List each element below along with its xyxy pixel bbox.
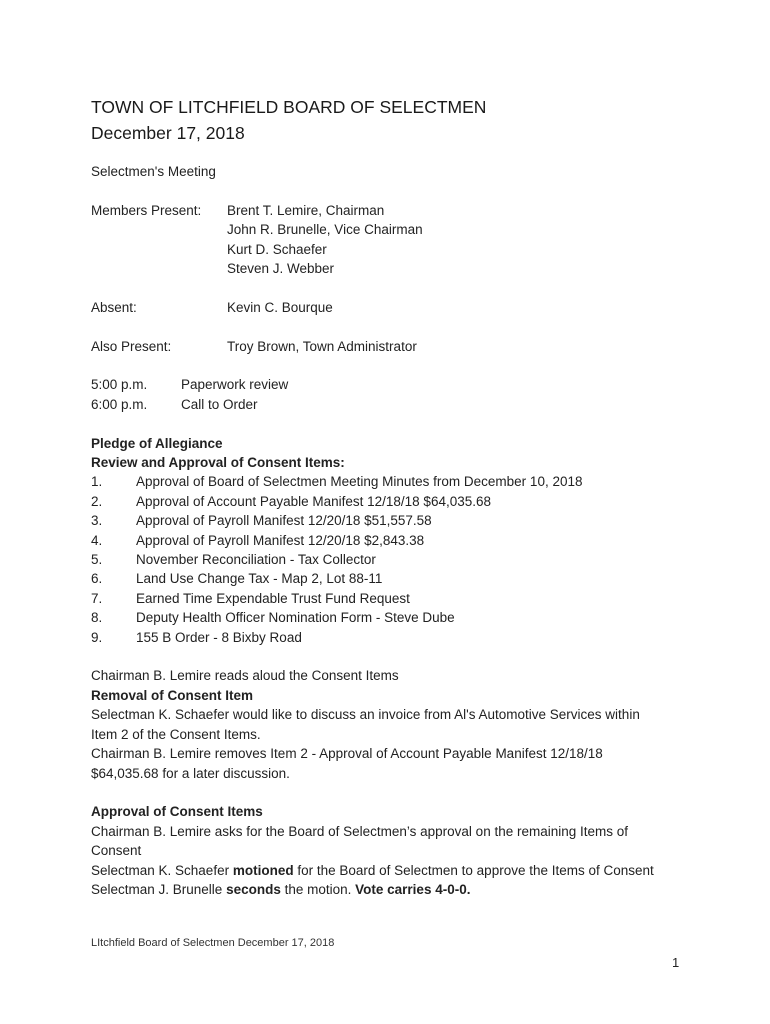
removal-text: Selectman K. Schaefer would like to discuss an invoice from Al's Automotive Services within <box>91 707 640 723</box>
item-number: 7. <box>91 590 103 606</box>
approval-text: Chairman B. Lemire asks for the Board of Selectmen’s approval on the remaining Items of <box>91 823 629 839</box>
item-text: Earned Time Expendable Trust Fund Request <box>136 590 410 606</box>
member-name: John R. Brunelle, Vice Chairman <box>227 222 423 238</box>
members-list <box>227 201 423 279</box>
reading-note: Chairman B. Lemire reads aloud the Consent Items <box>91 668 399 684</box>
removal-text: Chairman B. Lemire removes Item 2 - Approval of Account Payable Manifest 12/18/18 <box>91 746 603 762</box>
approval-text: Consent <box>91 843 142 859</box>
vote-result: Vote carries 4-0-0. <box>355 881 471 897</box>
schedule-row <box>91 395 691 414</box>
second-line <box>91 880 691 899</box>
approval-heading: Approval of Consent Items <box>91 804 263 820</box>
item-text: 155 B Order - 8 Bixby Road <box>136 629 302 645</box>
item-number: 4. <box>91 532 103 548</box>
list-item <box>91 608 691 627</box>
document-title: TOWN OF LITCHFIELD BOARD OF SELECTMEN <box>91 97 487 117</box>
removal-heading: Removal of Consent Item <box>91 687 254 703</box>
item-text: Approval of Payroll Manifest 12/20/18 $2,843.38 <box>136 532 425 548</box>
item-number: 8. <box>91 610 103 626</box>
list-item <box>91 550 691 569</box>
second-pre: Selectman J. Brunelle <box>91 881 227 897</box>
removal-text: Item 2 of the Consent Items. <box>91 726 261 742</box>
list-item <box>91 492 691 511</box>
consent-heading: Review and Approval of Consent Items: <box>91 455 345 471</box>
motion-pre: Selectman K. Schaefer <box>91 862 233 878</box>
schedule-time: 5:00 p.m. <box>91 377 148 393</box>
item-text: November Reconciliation - Tax Collector <box>136 552 376 568</box>
absent-row <box>91 298 691 317</box>
also-present-row <box>91 337 691 356</box>
schedule-time: 6:00 p.m. <box>91 396 148 412</box>
page-number: 1 <box>672 955 680 970</box>
schedule-item: Call to Order <box>181 396 258 412</box>
item-number: 3. <box>91 513 103 529</box>
member-name: Steven J. Webber <box>227 261 335 277</box>
removal-text: $64,035.68 for a later discussion. <box>91 765 290 781</box>
minutes-body <box>91 94 691 899</box>
member-name: Brent T. Lemire, Chairman <box>227 202 385 218</box>
second-mid: the motion. <box>280 881 356 897</box>
item-number: 2. <box>91 493 103 509</box>
also-present-name: Troy Brown, Town Administrator <box>227 338 417 354</box>
list-item <box>91 569 691 588</box>
item-text: Approval of Board of Selectmen Meeting Minutes from December 10, 2018 <box>136 474 583 490</box>
list-item <box>91 531 691 550</box>
schedule-row <box>91 375 691 394</box>
member-name: Kurt D. Schaefer <box>227 241 327 257</box>
item-number: 6. <box>91 571 103 587</box>
meeting-type: Selectmen's Meeting <box>91 164 216 179</box>
absent-name: Kevin C. Bourque <box>227 299 333 315</box>
absent-label: Absent: <box>91 299 137 315</box>
item-text: Approval of Account Payable Manifest 12/18/18 $64,035.68 <box>136 493 492 509</box>
also-present-label: Also Present: <box>91 338 172 354</box>
list-item <box>91 628 691 647</box>
page-footer: LItchfield Board of Selectmen December 17, 2018 <box>91 937 335 949</box>
item-number: 1. <box>91 474 103 490</box>
item-text: Deputy Health Officer Nomination Form - Steve Dube <box>136 610 455 626</box>
list-item <box>91 511 691 530</box>
item-number: 9. <box>91 629 103 645</box>
meeting-date: December 17, 2018 <box>91 123 245 143</box>
second-keyword: seconds <box>226 881 281 897</box>
members-present <box>91 201 691 279</box>
motion-keyword: motioned <box>232 862 294 878</box>
list-item <box>91 589 691 608</box>
members-label: Members Present: <box>91 202 202 218</box>
consent-list <box>91 472 691 647</box>
item-number: 5. <box>91 552 103 568</box>
item-text: Approval of Payroll Manifest 12/20/18 $51,557.58 <box>136 513 432 529</box>
list-item <box>91 472 691 491</box>
motion-post: for the Board of Selectmen to approve the Items of Consent <box>293 862 654 878</box>
item-text: Land Use Change Tax - Map 2, Lot 88-11 <box>136 571 383 587</box>
schedule-item: Paperwork review <box>181 377 289 393</box>
motion-line <box>91 861 691 880</box>
pledge-heading: Pledge of Allegiance <box>91 435 223 451</box>
